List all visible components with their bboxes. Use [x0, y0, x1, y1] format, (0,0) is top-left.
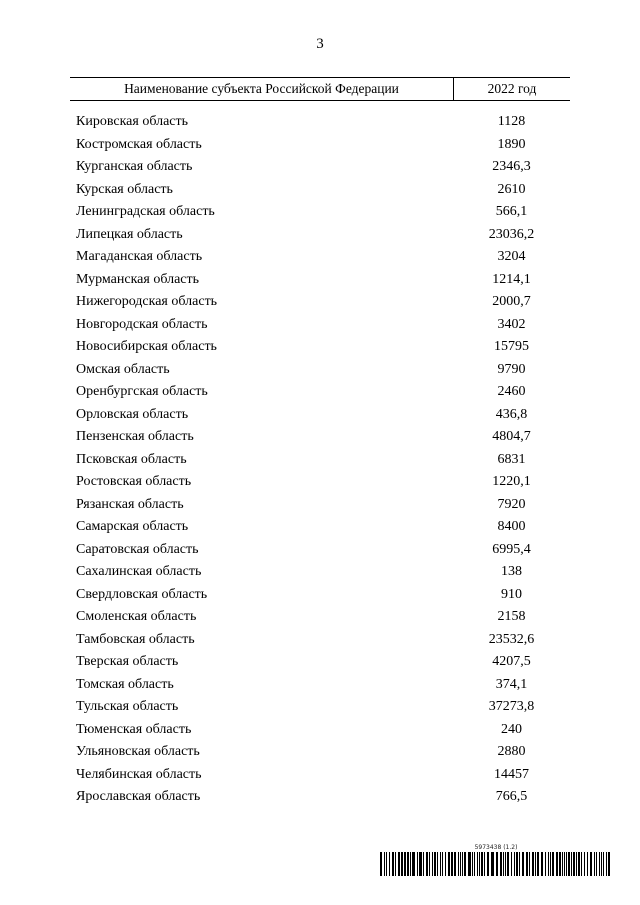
barcode-bar [594, 852, 595, 876]
table-row [70, 179, 570, 202]
year-value-cell: 6831 [497, 451, 526, 467]
barcode-bar [559, 852, 561, 876]
barcode-bar [526, 852, 528, 876]
barcode-bar [392, 852, 394, 876]
year-value-cell: 2158 [497, 609, 526, 625]
barcode-bar [581, 852, 582, 876]
data-table [70, 77, 570, 809]
year-value-cell: 2000,7 [492, 294, 531, 310]
barcode-bar [514, 852, 515, 876]
year-value-cell: 1890 [497, 136, 526, 152]
barcode-bar [462, 852, 463, 876]
barcode-bar [468, 852, 471, 876]
year-value-cell: 23036,2 [488, 226, 535, 242]
table-row [70, 674, 570, 697]
year-value-cell: 1128 [497, 114, 526, 130]
subject-name-cell: Ульяновская область [76, 744, 200, 760]
subject-name-cell: Ярославская область [76, 789, 201, 805]
table-row [70, 764, 570, 787]
table-row [70, 381, 570, 404]
barcode-bar [505, 852, 506, 876]
year-value-cell: 23532,6 [488, 631, 535, 647]
barcode-bar [537, 852, 539, 876]
table-row [70, 314, 570, 337]
subject-name-cell: Новосибирская область [76, 339, 217, 355]
barcode-bar [445, 852, 446, 876]
subject-name-cell: Пензенская область [76, 429, 194, 445]
subject-name-cell: Саратовская область [76, 541, 199, 557]
barcode-bar [386, 852, 387, 876]
subject-name-cell: Смоленская область [76, 609, 197, 625]
subject-name-cell: Нижегородская область [76, 294, 218, 310]
barcode-bar [417, 852, 418, 876]
year-value-cell: 15795 [494, 339, 529, 355]
barcode-bar [603, 852, 604, 876]
table-row [70, 404, 570, 427]
barcode-bar [601, 852, 602, 876]
barcode-bar [481, 852, 483, 876]
barcode-bar [491, 852, 494, 876]
table-row [70, 269, 570, 292]
subject-name-cell: Тверская область [76, 654, 179, 670]
barcode-bar [398, 852, 400, 876]
barcode-bar [419, 852, 422, 876]
header-year: 2022 год [487, 81, 537, 96]
year-value-cell: 37273,8 [488, 699, 535, 715]
barcode-bar [500, 852, 502, 876]
barcode-bar [576, 852, 577, 876]
barcode-bar [454, 852, 456, 876]
barcode-bar [464, 852, 466, 876]
barcode-block [380, 844, 612, 876]
subject-name-cell: Тюменская область [76, 721, 192, 737]
barcode-bar [550, 852, 551, 876]
year-value-cell: 910 [501, 586, 522, 602]
subject-name-cell: Челябинская область [76, 766, 202, 782]
subject-name-cell: Магаданская область [76, 249, 203, 265]
barcode-bar [566, 852, 567, 876]
table-row [70, 629, 570, 652]
subject-name-cell: Курганская область [76, 159, 193, 175]
barcode-bar [451, 852, 453, 876]
barcode-bar [503, 852, 504, 876]
year-value-cell: 436,8 [495, 406, 528, 422]
table-row [70, 719, 570, 742]
table-row [70, 606, 570, 629]
table-row [70, 786, 570, 809]
table-row [70, 156, 570, 179]
barcode-image [380, 852, 612, 876]
year-value-cell: 14457 [494, 766, 529, 782]
subject-name-cell: Кировская область [76, 114, 189, 130]
subject-name-cell: Оренбургская область [76, 384, 208, 400]
barcode-bar [519, 852, 520, 876]
barcode-bar [599, 852, 600, 876]
barcode-bar [584, 852, 585, 876]
year-value-cell: 2880 [497, 744, 526, 760]
subject-name-cell: Томская область [76, 676, 174, 692]
subject-name-cell: Ростовская область [76, 474, 192, 490]
year-value-cell: 3402 [497, 316, 526, 332]
barcode-bar [556, 852, 558, 876]
barcode-bar [472, 852, 473, 876]
barcode-bar [487, 852, 489, 876]
year-value-cell: 9790 [497, 361, 526, 377]
barcode-bar [596, 852, 597, 876]
year-value-cell: 374,1 [495, 676, 528, 692]
year-value-cell: 138 [501, 564, 522, 580]
subject-name-cell: Мурманская область [76, 271, 200, 287]
barcode-bar [552, 852, 554, 876]
barcode-bar [477, 852, 478, 876]
barcode-bar [568, 852, 570, 876]
subject-name-cell: Тульская область [76, 699, 179, 715]
table-row [70, 471, 570, 494]
table-row [70, 291, 570, 314]
subject-name-cell: Самарская область [76, 519, 189, 535]
table-row [70, 426, 570, 449]
subject-name-cell: Орловская область [76, 406, 189, 422]
year-value-cell: 4804,7 [492, 429, 531, 445]
barcode-bar [578, 852, 580, 876]
year-value-cell: 8400 [497, 519, 526, 535]
barcode-bar [587, 852, 588, 876]
subject-name-cell: Омская область [76, 361, 170, 377]
page-number: 3 [316, 36, 324, 52]
table-header [70, 77, 570, 101]
year-value-cell: 1220,1 [492, 474, 531, 490]
barcode-bar [535, 852, 536, 876]
barcode-bar [440, 852, 441, 876]
table-row [70, 111, 570, 134]
barcode-bar [608, 852, 610, 876]
subject-name-cell: Ленинградская область [76, 204, 215, 220]
barcode-bar [426, 852, 428, 876]
table-row [70, 696, 570, 719]
subject-name-cell: Сахалинская область [76, 564, 202, 580]
barcode-bar [541, 852, 543, 876]
table-row [70, 134, 570, 157]
barcode-bar [434, 852, 436, 876]
header-subject-name: Наименование субъекта Российской Федерации [70, 78, 454, 100]
subject-name-cell: Свердловская область [76, 586, 208, 602]
table-row [70, 246, 570, 269]
barcode-bar [548, 852, 549, 876]
subject-name-cell: Тамбовская область [76, 631, 195, 647]
barcode-bar [532, 852, 534, 876]
subject-name-cell: Курская область [76, 181, 173, 197]
year-value-cell: 3204 [497, 249, 526, 265]
barcode-bar [404, 852, 406, 876]
subject-name-cell: Псковская область [76, 451, 187, 467]
barcode-bar [529, 852, 530, 876]
barcode-bar [410, 852, 411, 876]
table-row [70, 224, 570, 247]
barcode-bar [545, 852, 546, 876]
barcode-bar [437, 852, 438, 876]
table-row [70, 584, 570, 607]
barcode-bar [429, 852, 430, 876]
barcode-bar [395, 852, 396, 876]
barcode-bar [516, 852, 518, 876]
barcode-bar [511, 852, 512, 876]
barcode-bar [606, 852, 607, 876]
barcode-bar [380, 852, 382, 876]
barcode-bar [507, 852, 509, 876]
barcode-bar [412, 852, 415, 876]
year-value-cell: 2460 [497, 384, 526, 400]
table-row [70, 359, 570, 382]
table-body [70, 111, 570, 809]
year-value-cell: 7920 [497, 496, 526, 512]
barcode-bar [448, 852, 450, 876]
barcode-bar [484, 852, 485, 876]
barcode-bar [522, 852, 524, 876]
barcode-bar [407, 852, 409, 876]
barcode-bar [496, 852, 498, 876]
table-row [70, 201, 570, 224]
barcode-bar [384, 852, 385, 876]
barcode-bar [474, 852, 475, 876]
year-value-cell: 2346,3 [492, 159, 531, 175]
table-row [70, 449, 570, 472]
table-row [70, 651, 570, 674]
year-value-cell: 6995,4 [492, 541, 531, 557]
barcode-bar [458, 852, 459, 876]
barcode-bar [479, 852, 480, 876]
year-value-cell: 240 [501, 721, 522, 737]
table-row [70, 539, 570, 562]
barcode-bar [460, 852, 461, 876]
table-row [70, 494, 570, 517]
table-row [70, 336, 570, 359]
barcode-bar [590, 852, 592, 876]
barcode-bar [432, 852, 433, 876]
year-value-cell: 766,5 [495, 789, 528, 805]
table-row [70, 516, 570, 539]
barcode-label: 5973438 (1.2) [474, 844, 518, 851]
barcode-bar [442, 852, 443, 876]
subject-name-cell: Рязанская область [76, 496, 184, 512]
subject-name-cell: Липецкая область [76, 226, 183, 242]
subject-name-cell: Новгородская область [76, 316, 208, 332]
subject-name-cell: Костромская область [76, 136, 202, 152]
barcode-bar [389, 852, 390, 876]
barcode-bar [562, 852, 563, 876]
barcode-bar [401, 852, 403, 876]
year-value-cell: 1214,1 [492, 271, 531, 287]
barcode-bar [564, 852, 565, 876]
barcode-bar [573, 852, 575, 876]
table-row [70, 561, 570, 584]
barcode-bar [571, 852, 572, 876]
year-value-cell: 566,1 [495, 204, 528, 220]
year-value-cell: 4207,5 [492, 654, 531, 670]
table-row [70, 741, 570, 764]
barcode-bar [423, 852, 424, 876]
year-value-cell: 2610 [497, 181, 526, 197]
